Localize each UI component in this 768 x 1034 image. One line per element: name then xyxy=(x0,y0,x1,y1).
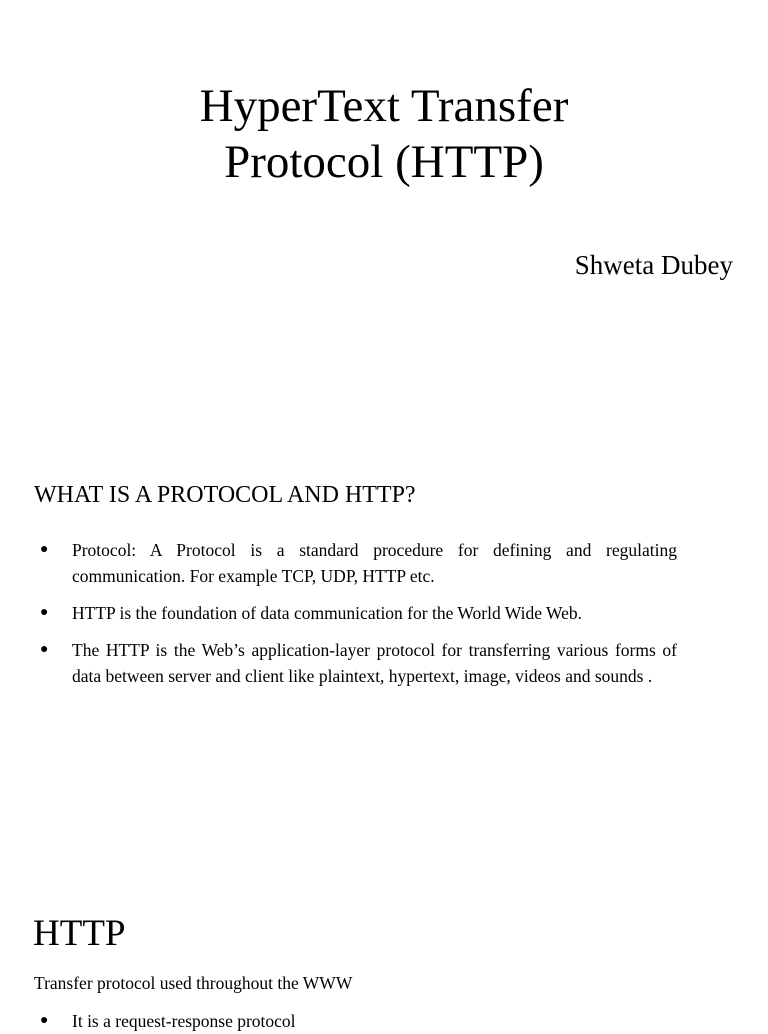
list-item xyxy=(34,637,677,689)
bullet-text: It is a request-response protocol xyxy=(72,1011,296,1031)
list-item xyxy=(34,1008,677,1034)
bullet-text: HTTP is the foundation of data communication for the World Wide Web. xyxy=(72,603,583,623)
bullet-text: The HTTP is the Web’s application-layer protocol for transferring various forms of data between server and client like plaintext, hypertext, image, videos and sounds . xyxy=(72,640,677,686)
slide-title xyxy=(0,78,768,190)
bullet-icon: ● xyxy=(40,542,49,557)
http-bullet-list xyxy=(34,1008,677,1034)
bullet-icon: ● xyxy=(40,605,49,620)
section-heading-http: HTTP xyxy=(33,913,126,954)
author-name: Shweta Dubey xyxy=(574,250,733,280)
list-item xyxy=(34,537,677,589)
bullet-text: Protocol: A Protocol is a standard procedure for defining and regulating communication. For example TCP, UDP, HTTP etc. xyxy=(72,540,677,586)
bullet-icon: ● xyxy=(40,1013,49,1028)
protocol-bullet-list xyxy=(34,537,677,700)
list-item xyxy=(34,600,677,626)
slide-title-line-1: HyperText Transfer xyxy=(199,80,569,132)
http-description: Transfer protocol used throughout the WWW xyxy=(34,973,353,993)
bullet-icon: ● xyxy=(40,642,49,657)
slide-title-line-2: Protocol (HTTP) xyxy=(224,136,544,188)
section-heading-protocol: WHAT IS A PROTOCOL AND HTTP? xyxy=(34,482,416,508)
